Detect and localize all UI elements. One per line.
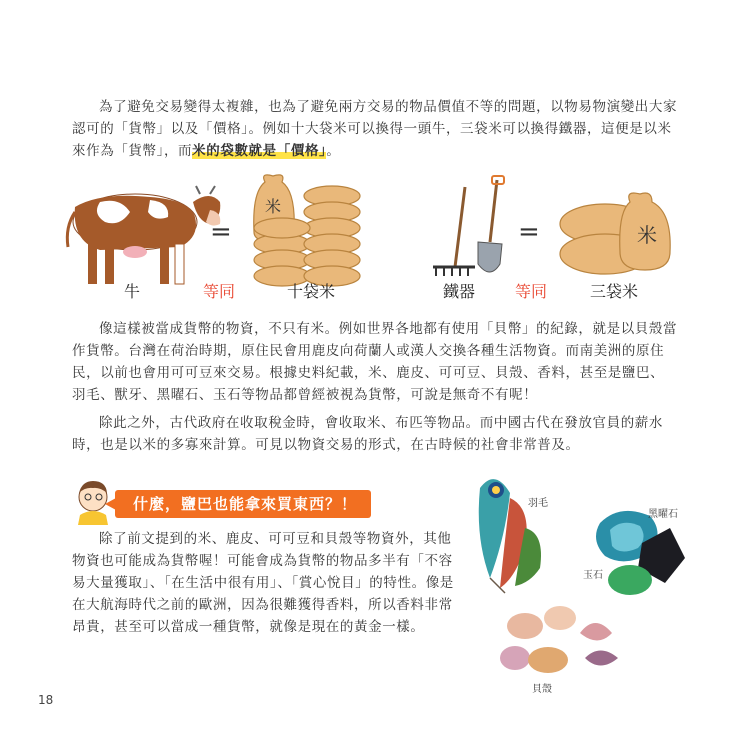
sidebar-banner-title: 什麼，鹽巴也能拿來買東西？！ — [115, 490, 371, 518]
paragraph-currency-examples: 像這樣被當成貨幣的物資，不只有米。例如世界各地都有使用「貝幣」的紀錄，就是以貝殼當作貨幣。台灣在荷治時期，原住民會用鹿皮向荷蘭人或漢人交換各種生活物資。而南美洲的原住民，以前也會用可可豆來交易。根據史料紀載，米、鹿皮、可可豆、貝殼、香料，甚至是鹽巴、羽毛、獸牙、黑曜石、玉石等物品都曾經被視為貨幣，可說是無奇不有呢！ — [72, 321, 678, 403]
equals-sign: = — [210, 217, 232, 247]
caption-equivalent-1: 等同 — [203, 282, 236, 301]
currency-items-illustration — [470, 468, 725, 708]
intro-end: 。 — [326, 143, 341, 159]
label-obsidian: 黑曜石 — [648, 509, 678, 520]
stones-illustration — [596, 511, 685, 595]
caption-equivalent-2: 等同 — [515, 282, 548, 301]
label-shells: 貝殼 — [532, 684, 552, 695]
caption-cow: 牛 — [124, 282, 141, 301]
page-number: 18 — [38, 693, 54, 707]
three-rice-bags — [560, 193, 670, 274]
rice-label-small: 米 — [265, 197, 282, 216]
caption-iron-tools: 鐵器 — [443, 282, 476, 301]
paragraph-currency-traits: 除了前文提到的米、鹿皮、可可豆和貝殼等物資外，其他物資也可能成為貨幣喔！可能會成為貨幣的物品多半有「不容易大量獲取」、「在生活中很有用」、「賞心悅目」的特性。像是在大航海時代之前的歐洲，因為很難獲得香料，所以香料非常昂貴，甚至可以當成一種貨幣，就像是現在的黃金一樣。 — [72, 531, 454, 635]
label-feathers: 羽毛 — [528, 498, 548, 509]
intro-text: 為了避免交易變得太複雜，也為了避免兩方交易的物品價值不等的問題，以物易物演變出大家認可的「貨幣」以及「價格」。例如十大袋米可以換得一頭牛，三袋米可以換得鐵器，這便是以米來作為「貨幣」，而 — [72, 99, 678, 159]
iron-tools-illustration — [433, 176, 504, 276]
caption-ten-bags: 十袋米 — [287, 282, 336, 301]
equals-sign-2: = — [518, 217, 540, 247]
intro-paragraph — [72, 96, 678, 162]
caption-three-bags: 三袋米 — [590, 282, 639, 301]
paragraph-taxes: 除此之外，古代政府在收取稅金時，會收取米、布匹等物品。而中國古代在發放官員的薪水時，也是以米的多寡來計算。可見以物資交易的形式，在古時候的社會非常普及。 — [72, 415, 663, 453]
shells-illustration — [500, 606, 618, 673]
rice-label-large: 米 — [637, 223, 657, 247]
cow-illustration — [67, 186, 220, 284]
label-jade: 玉石 — [583, 570, 603, 581]
highlighted-phrase: 米的袋數就是「價格」 — [192, 143, 327, 159]
ten-rice-bags — [254, 175, 360, 286]
